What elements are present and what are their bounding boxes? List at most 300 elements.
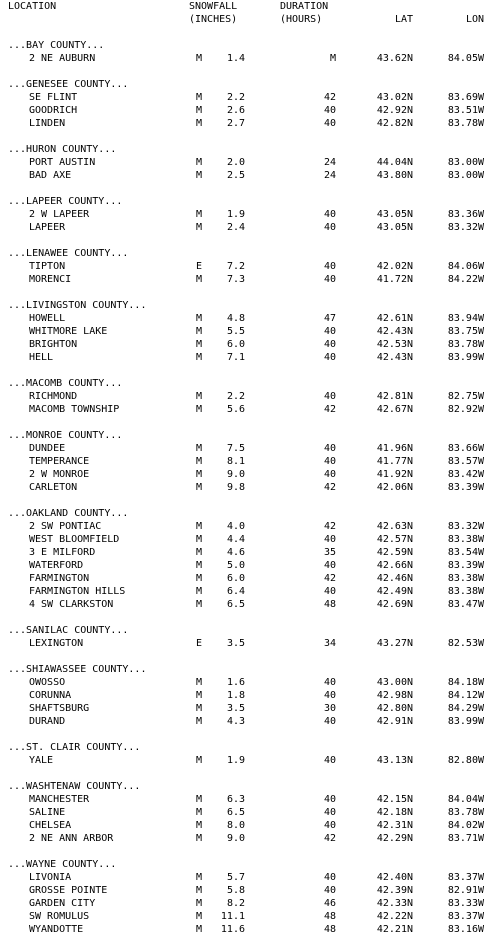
duration-value: 40: [323, 261, 336, 272]
duration-value: 24: [323, 157, 336, 168]
measurement-type: E: [196, 638, 203, 649]
station-row: [0, 104, 491, 117]
longitude-value: 83.00W: [447, 170, 484, 181]
measurement-type: M: [196, 755, 203, 766]
station-row: [0, 871, 491, 884]
duration-value: 40: [323, 872, 336, 883]
measurement-type: M: [196, 209, 203, 220]
measurement-type: E: [196, 261, 203, 272]
latitude-value: 42.06N: [376, 482, 413, 493]
duration-value: 40: [323, 352, 336, 363]
duration-value: 40: [323, 391, 336, 402]
station-row: [0, 468, 491, 481]
station-name: BAD AXE: [29, 170, 72, 181]
longitude-value: 84.12W: [447, 690, 484, 701]
snowfall-value: 4.8: [226, 313, 245, 324]
county-heading: [0, 741, 491, 754]
latitude-value: 42.61N: [376, 313, 413, 324]
station-name: WHITMORE LAKE: [29, 326, 108, 337]
measurement-type: M: [196, 703, 203, 714]
measurement-type: M: [196, 560, 203, 571]
longitude-value: 83.38W: [447, 586, 484, 597]
duration-value: 40: [323, 456, 336, 467]
latitude-value: 42.33N: [376, 898, 413, 909]
snowfall-value: 11.6: [220, 924, 245, 935]
station-row: [0, 832, 491, 845]
snowfall-value: 3.5: [226, 638, 245, 649]
duration-value: 48: [323, 911, 336, 922]
county-heading: [0, 507, 491, 520]
duration-value: 42: [323, 521, 336, 532]
header-duration-unit: (HOURS): [280, 14, 323, 25]
snowfall-value: 5.7: [226, 872, 245, 883]
duration-value: 40: [323, 820, 336, 831]
measurement-type: M: [196, 274, 203, 285]
station-name: HOWELL: [29, 313, 66, 324]
measurement-type: M: [196, 911, 203, 922]
station-row: [0, 208, 491, 221]
latitude-value: 42.18N: [376, 807, 413, 818]
latitude-value: 43.05N: [376, 222, 413, 233]
county-name: ...HURON COUNTY...: [8, 144, 117, 155]
snowfall-value: 8.2: [226, 898, 245, 909]
latitude-value: 43.05N: [376, 209, 413, 220]
longitude-value: 83.66W: [447, 443, 484, 454]
county-heading: [0, 780, 491, 793]
station-name: BRIGHTON: [29, 339, 78, 350]
snowfall-value: 3.5: [226, 703, 245, 714]
snowfall-value: 1.8: [226, 690, 245, 701]
duration-value: 40: [323, 339, 336, 350]
measurement-type: M: [196, 157, 203, 168]
station-name: DUNDEE: [29, 443, 66, 454]
measurement-type: M: [196, 92, 203, 103]
station-name: RICHMOND: [29, 391, 78, 402]
county-heading: [0, 858, 491, 871]
station-row: [0, 806, 491, 819]
county-name: ...LENAWEE COUNTY...: [8, 248, 129, 259]
station-row: [0, 403, 491, 416]
measurement-type: M: [196, 53, 203, 64]
latitude-value: 42.59N: [376, 547, 413, 558]
station-name: 4 SW CLARKSTON: [29, 599, 114, 610]
duration-value: 42: [323, 833, 336, 844]
duration-value: 40: [323, 274, 336, 285]
latitude-value: 42.46N: [376, 573, 413, 584]
station-row: [0, 351, 491, 364]
county-name: ...SANILAC COUNTY...: [8, 625, 129, 636]
station-row: [0, 338, 491, 351]
header-location: LOCATION: [8, 1, 57, 12]
snowfall-value: 8.0: [226, 820, 245, 831]
latitude-value: 41.77N: [376, 456, 413, 467]
header-row-1: [0, 0, 491, 13]
longitude-value: 83.37W: [447, 911, 484, 922]
longitude-value: 83.36W: [447, 209, 484, 220]
station-name: SE FLINT: [29, 92, 78, 103]
measurement-type: M: [196, 469, 203, 480]
station-name: TIPTON: [29, 261, 66, 272]
snowfall-value: 2.6: [226, 105, 245, 116]
duration-value: 48: [323, 924, 336, 935]
longitude-value: 83.51W: [447, 105, 484, 116]
station-row: [0, 533, 491, 546]
county-heading: [0, 195, 491, 208]
station-row: [0, 559, 491, 572]
station-name: WEST BLOOMFIELD: [29, 534, 120, 545]
station-row: [0, 585, 491, 598]
station-row: [0, 884, 491, 897]
duration-value: 46: [323, 898, 336, 909]
longitude-value: 83.16W: [447, 924, 484, 935]
latitude-value: 42.40N: [376, 872, 413, 883]
snowfall-value: 7.3: [226, 274, 245, 285]
station-row: [0, 689, 491, 702]
latitude-value: 42.29N: [376, 833, 413, 844]
measurement-type: M: [196, 404, 203, 415]
station-row: [0, 923, 491, 936]
duration-value: 40: [323, 560, 336, 571]
duration-value: 40: [323, 534, 336, 545]
station-name: MANCHESTER: [29, 794, 90, 805]
duration-value: 34: [323, 638, 336, 649]
longitude-value: 83.39W: [447, 560, 484, 571]
snowfall-value: 7.2: [226, 261, 245, 272]
station-row: [0, 221, 491, 234]
longitude-value: 83.99W: [447, 352, 484, 363]
station-row: [0, 481, 491, 494]
county-name: ...LAPEER COUNTY...: [8, 196, 123, 207]
station-name: TEMPERANCE: [29, 456, 90, 467]
station-row: [0, 52, 491, 65]
latitude-value: 43.00N: [376, 677, 413, 688]
station-row: [0, 715, 491, 728]
county-name: ...MONROE COUNTY...: [8, 430, 123, 441]
station-name: DURAND: [29, 716, 66, 727]
latitude-value: 43.62N: [376, 53, 413, 64]
longitude-value: 83.71W: [447, 833, 484, 844]
snowfall-value: 6.0: [226, 573, 245, 584]
snowfall-value: 4.4: [226, 534, 245, 545]
latitude-value: 42.98N: [376, 690, 413, 701]
measurement-type: M: [196, 690, 203, 701]
duration-value: 42: [323, 573, 336, 584]
longitude-value: 83.00W: [447, 157, 484, 168]
longitude-value: 83.42W: [447, 469, 484, 480]
station-name: 2 NE ANN ARBOR: [29, 833, 114, 844]
station-row: [0, 325, 491, 338]
snowfall-value: 2.0: [226, 157, 245, 168]
station-row: [0, 91, 491, 104]
measurement-type: M: [196, 885, 203, 896]
measurement-type: M: [196, 716, 203, 727]
latitude-value: 42.43N: [376, 326, 413, 337]
longitude-value: 83.37W: [447, 872, 484, 883]
station-row: [0, 117, 491, 130]
measurement-type: M: [196, 677, 203, 688]
county-name: ...WASHTENAW COUNTY...: [8, 781, 141, 792]
snowfall-value: 8.1: [226, 456, 245, 467]
latitude-value: 42.67N: [376, 404, 413, 415]
station-name: LIVONIA: [29, 872, 72, 883]
station-name: 2 W MONROE: [29, 469, 90, 480]
station-name: LAPEER: [29, 222, 66, 233]
station-name: GOODRICH: [29, 105, 78, 116]
snowfall-value: 1.9: [226, 209, 245, 220]
header-row-2: [0, 13, 491, 26]
station-row: [0, 156, 491, 169]
snowfall-value: 5.0: [226, 560, 245, 571]
measurement-type: M: [196, 833, 203, 844]
duration-value: 40: [323, 222, 336, 233]
measurement-type: M: [196, 547, 203, 558]
duration-value: 40: [323, 716, 336, 727]
header-lat: LAT: [394, 14, 413, 25]
latitude-value: 42.49N: [376, 586, 413, 597]
measurement-type: M: [196, 924, 203, 935]
station-row: [0, 819, 491, 832]
snowfall-value: 9.8: [226, 482, 245, 493]
station-name: 3 E MILFORD: [29, 547, 96, 558]
station-name: CORUNNA: [29, 690, 72, 701]
station-name: WYANDOTTE: [29, 924, 84, 935]
header-lon: LON: [465, 14, 484, 25]
duration-value: 40: [323, 677, 336, 688]
measurement-type: M: [196, 443, 203, 454]
duration-value: 42: [323, 92, 336, 103]
latitude-value: 42.39N: [376, 885, 413, 896]
county-name: ...MACOMB COUNTY...: [8, 378, 123, 389]
station-row: [0, 390, 491, 403]
measurement-type: M: [196, 534, 203, 545]
station-row: [0, 910, 491, 923]
longitude-value: 83.69W: [447, 92, 484, 103]
station-name: CHELSEA: [29, 820, 72, 831]
duration-value: 30: [323, 703, 336, 714]
station-name: HELL: [29, 352, 54, 363]
longitude-value: 83.38W: [447, 534, 484, 545]
latitude-value: 42.66N: [376, 560, 413, 571]
station-row: [0, 455, 491, 468]
snowfall-value: 6.0: [226, 339, 245, 350]
latitude-value: 41.96N: [376, 443, 413, 454]
snowfall-value: 1.4: [226, 53, 245, 64]
county-name: ...SHIAWASSEE COUNTY...: [8, 664, 147, 675]
longitude-value: 84.18W: [447, 677, 484, 688]
snowfall-value: 1.6: [226, 677, 245, 688]
longitude-value: 82.91W: [447, 885, 484, 896]
snowfall-value: 5.5: [226, 326, 245, 337]
county-name: ...ST. CLAIR COUNTY...: [8, 742, 141, 753]
county-heading: [0, 299, 491, 312]
county-heading: [0, 624, 491, 637]
county-heading: [0, 78, 491, 91]
snowfall-value: 6.4: [226, 586, 245, 597]
station-name: FARMINGTON HILLS: [29, 586, 126, 597]
longitude-value: 84.06W: [447, 261, 484, 272]
snowfall-value: 5.8: [226, 885, 245, 896]
duration-value: 42: [323, 482, 336, 493]
snowfall-value: 9.0: [226, 833, 245, 844]
longitude-value: 84.29W: [447, 703, 484, 714]
snowfall-value: 4.0: [226, 521, 245, 532]
station-name: OWOSSO: [29, 677, 66, 688]
station-row: [0, 169, 491, 182]
county-heading: [0, 377, 491, 390]
station-row: [0, 676, 491, 689]
header-snowfall-unit: (INCHES): [189, 14, 238, 25]
snowfall-value: 2.4: [226, 222, 245, 233]
longitude-value: 84.22W: [447, 274, 484, 285]
latitude-value: 43.13N: [376, 755, 413, 766]
station-name: SALINE: [29, 807, 66, 818]
snowfall-value: 7.1: [226, 352, 245, 363]
county-name: ...LIVINGSTON COUNTY...: [8, 300, 147, 311]
latitude-value: 41.92N: [376, 469, 413, 480]
latitude-value: 42.57N: [376, 534, 413, 545]
county-heading: [0, 247, 491, 260]
station-name: 2 NE AUBURN: [29, 53, 96, 64]
station-name: GROSSE POINTE: [29, 885, 108, 896]
station-name: 2 SW PONTIAC: [29, 521, 102, 532]
measurement-type: M: [196, 170, 203, 181]
snowfall-value: 9.0: [226, 469, 245, 480]
duration-value: 40: [323, 443, 336, 454]
latitude-value: 42.02N: [376, 261, 413, 272]
latitude-value: 42.53N: [376, 339, 413, 350]
measurement-type: M: [196, 482, 203, 493]
county-heading: [0, 143, 491, 156]
longitude-value: 84.04W: [447, 794, 484, 805]
header-snowfall: SNOWFALL: [189, 1, 238, 12]
duration-value: 47: [323, 313, 336, 324]
longitude-value: 82.92W: [447, 404, 484, 415]
duration-value: 40: [323, 690, 336, 701]
longitude-value: 83.57W: [447, 456, 484, 467]
latitude-value: 42.82N: [376, 118, 413, 129]
duration-value: 42: [323, 404, 336, 415]
station-name: GARDEN CITY: [29, 898, 96, 909]
station-name: WATERFORD: [29, 560, 84, 571]
county-name: ...WAYNE COUNTY...: [8, 859, 117, 870]
measurement-type: M: [196, 339, 203, 350]
snowfall-value: 4.6: [226, 547, 245, 558]
latitude-value: 44.04N: [376, 157, 413, 168]
latitude-value: 42.63N: [376, 521, 413, 532]
longitude-value: 83.99W: [447, 716, 484, 727]
snowfall-value: 1.9: [226, 755, 245, 766]
measurement-type: M: [196, 586, 203, 597]
station-row: [0, 546, 491, 559]
duration-value: 40: [323, 586, 336, 597]
measurement-type: M: [196, 820, 203, 831]
duration-value: 48: [323, 599, 336, 610]
longitude-value: 82.80W: [447, 755, 484, 766]
station-name: YALE: [29, 755, 54, 766]
longitude-value: 83.38W: [447, 573, 484, 584]
duration-value: 40: [323, 885, 336, 896]
station-row: [0, 598, 491, 611]
latitude-value: 42.81N: [376, 391, 413, 402]
station-row: [0, 702, 491, 715]
station-name: 2 W LAPEER: [29, 209, 90, 220]
latitude-value: 43.27N: [376, 638, 413, 649]
snowfall-value: 7.5: [226, 443, 245, 454]
longitude-value: 83.47W: [447, 599, 484, 610]
duration-value: 40: [323, 209, 336, 220]
duration-value: 24: [323, 170, 336, 181]
header-duration: DURATION: [280, 1, 329, 12]
latitude-value: 41.72N: [376, 274, 413, 285]
longitude-value: 84.02W: [447, 820, 484, 831]
latitude-value: 42.91N: [376, 716, 413, 727]
latitude-value: 43.80N: [376, 170, 413, 181]
county-heading: [0, 39, 491, 52]
duration-value: 40: [323, 807, 336, 818]
snowfall-value: 2.2: [226, 391, 245, 402]
station-row: [0, 572, 491, 585]
snowfall-value: 2.2: [226, 92, 245, 103]
duration-value: 40: [323, 469, 336, 480]
station-row: [0, 273, 491, 286]
station-name: CARLETON: [29, 482, 78, 493]
latitude-value: 42.69N: [376, 599, 413, 610]
duration-value: 40: [323, 118, 336, 129]
snowfall-value: 6.5: [226, 807, 245, 818]
latitude-value: 42.92N: [376, 105, 413, 116]
station-row: [0, 793, 491, 806]
longitude-value: 83.39W: [447, 482, 484, 493]
longitude-value: 83.94W: [447, 313, 484, 324]
measurement-type: M: [196, 352, 203, 363]
duration-value: 40: [323, 755, 336, 766]
station-name: SHAFTSBURG: [29, 703, 90, 714]
measurement-type: M: [196, 118, 203, 129]
measurement-type: M: [196, 105, 203, 116]
longitude-value: 82.75W: [447, 391, 484, 402]
snowfall-value: 6.5: [226, 599, 245, 610]
latitude-value: 43.02N: [376, 92, 413, 103]
longitude-value: 83.54W: [447, 547, 484, 558]
longitude-value: 82.53W: [447, 638, 484, 649]
duration-value: M: [329, 53, 336, 64]
measurement-type: M: [196, 521, 203, 532]
station-name: MORENCI: [29, 274, 72, 285]
measurement-type: M: [196, 391, 203, 402]
station-name: PORT AUSTIN: [29, 157, 96, 168]
measurement-type: M: [196, 573, 203, 584]
station-row: [0, 754, 491, 767]
duration-value: 40: [323, 326, 336, 337]
measurement-type: M: [196, 313, 203, 324]
station-name: MACOMB TOWNSHIP: [29, 404, 120, 415]
duration-value: 40: [323, 794, 336, 805]
station-row: [0, 637, 491, 650]
county-name: ...GENESEE COUNTY...: [8, 79, 129, 90]
snowfall-value: 6.3: [226, 794, 245, 805]
longitude-value: 83.32W: [447, 521, 484, 532]
longitude-value: 84.05W: [447, 53, 484, 64]
latitude-value: 42.15N: [376, 794, 413, 805]
station-row: [0, 312, 491, 325]
station-name: FARMINGTON: [29, 573, 90, 584]
station-row: [0, 442, 491, 455]
longitude-value: 83.75W: [447, 326, 484, 337]
snowfall-value: 4.3: [226, 716, 245, 727]
snowfall-value: 2.7: [226, 118, 245, 129]
county-heading: [0, 663, 491, 676]
measurement-type: M: [196, 898, 203, 909]
